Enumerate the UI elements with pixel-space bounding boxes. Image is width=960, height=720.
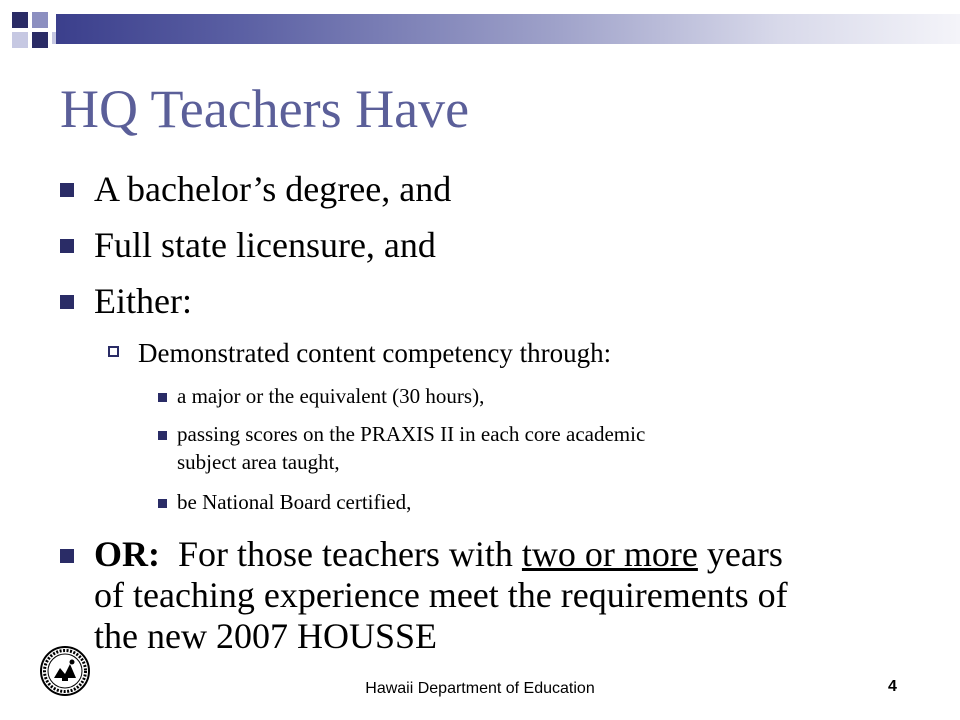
footer-organization: Hawaii Department of Education xyxy=(365,680,595,697)
square-bullet-icon xyxy=(60,295,74,309)
bullet-text: OR: For those teachers with two or more years of teaching experience meet the requirements of the new 2007 HOUSSE xyxy=(94,534,788,656)
bullet-text: A bachelor’s degree, and xyxy=(94,169,452,209)
square-bullet-icon xyxy=(60,549,74,563)
deco-square-3 xyxy=(32,32,48,48)
square-bullet-icon xyxy=(60,183,74,197)
sub-sub-bullet-text: be National Board certified, xyxy=(177,490,412,514)
sub-sub-bullet-text: passing scores on the PRAXIS II in each core academic subject area taught, xyxy=(177,422,646,474)
deco-square-2 xyxy=(32,12,48,28)
small-square-bullet-icon xyxy=(158,393,167,402)
deco-square-4 xyxy=(12,32,28,48)
small-square-bullet-icon xyxy=(158,499,167,508)
sub-sub-bullet-text: a major or the equivalent (30 hours), xyxy=(177,384,485,408)
bullet-text: Full state licensure, and xyxy=(94,225,436,265)
deco-square-1 xyxy=(12,12,28,28)
or-label: OR: xyxy=(94,534,160,574)
hollow-square-bullet-icon xyxy=(108,346,119,357)
bullet-text: Either: xyxy=(94,281,192,321)
slide-title: HQ Teachers Have xyxy=(60,79,470,139)
sub-bullet-text: Demonstrated content competency through: xyxy=(138,338,612,368)
square-bullet-icon xyxy=(60,239,74,253)
small-square-bullet-icon xyxy=(158,431,167,440)
underlined-text: two or more xyxy=(521,534,698,574)
page-number: 4 xyxy=(888,678,897,695)
header-gradient-bar xyxy=(56,14,960,44)
